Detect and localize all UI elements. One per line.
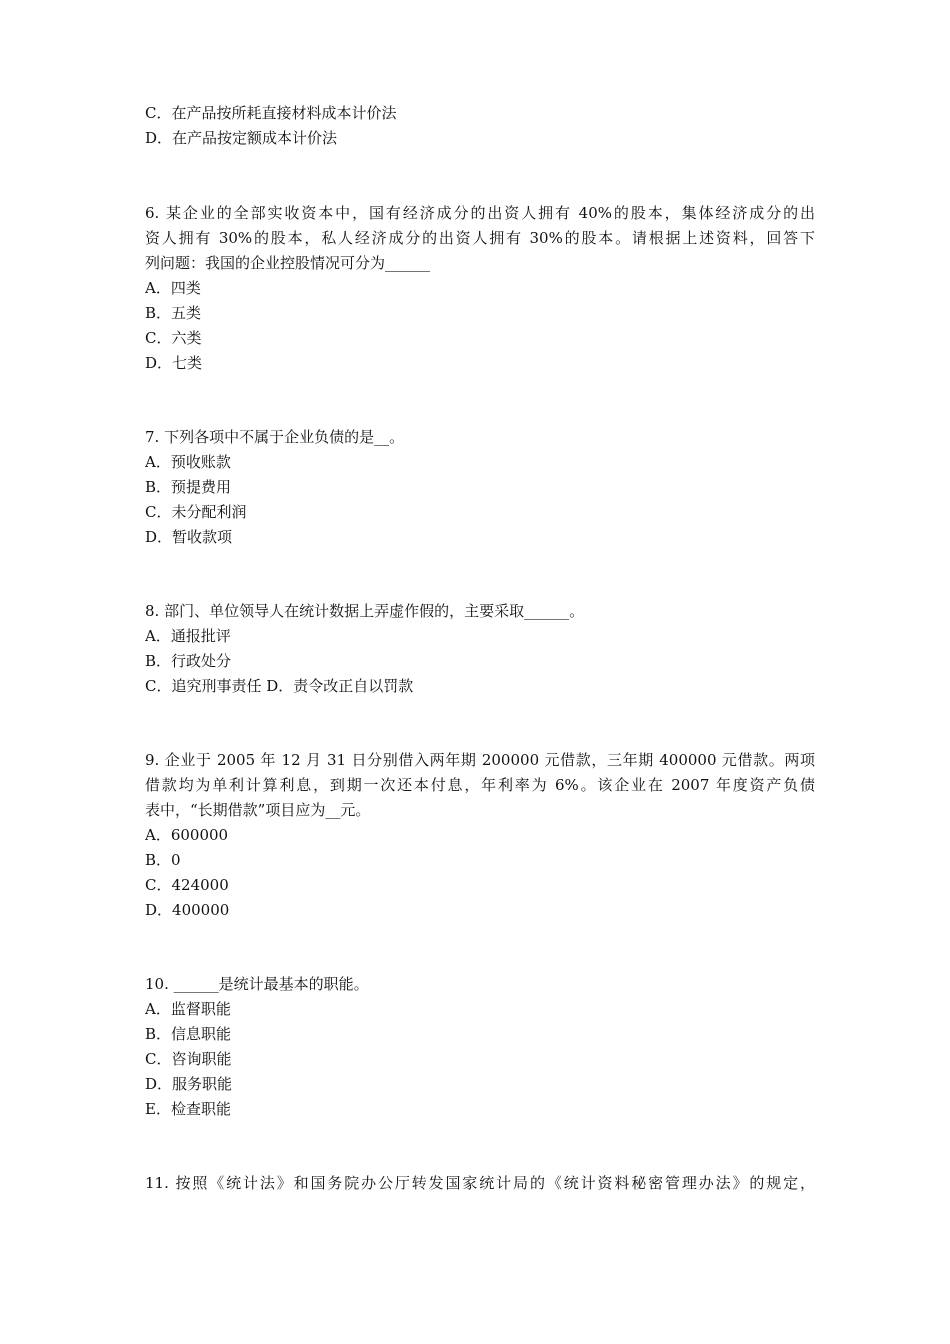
q10-option-c: C．咨询职能 <box>145 1050 232 1068</box>
q9-stem-line-3: 表中，“长期借款”项目应为__元。 <box>145 801 371 819</box>
q10-option-a: A．监督职能 <box>145 1000 231 1018</box>
q7-option-a: A．预收账款 <box>145 453 231 471</box>
q9-option-b: B．0 <box>145 851 181 869</box>
q9-stem-line-1: 9. 企业于 2005 年 12 月 31 日分别借入两年期 200000 元借款，三年期 400000 元借款。两项 <box>145 751 815 769</box>
q8-stem: 8. 部门、单位领导人在统计数据上弄虚作假的，主要采取______。 <box>145 602 585 620</box>
q9-stem-line-2: 借款均为单利计算利息，到期一次还本付息，年利率为 6%。该企业在 2007 年度资产负债 <box>145 776 815 794</box>
q11-stem-line-1: 11. 按照《统计法》和国务院办公厅转发国家统计局的《统计资料秘密管理办法》的规定， <box>145 1174 815 1192</box>
q6-option-c: C．六类 <box>145 329 202 347</box>
q10-option-e: E．检查职能 <box>145 1100 231 1118</box>
q9-option-a: A．600000 <box>145 826 229 844</box>
q6-option-b: B．五类 <box>145 304 202 322</box>
q9-option-d: D．400000 <box>145 901 230 919</box>
q8-option-c-d: C．追究刑事责任 D．责令改正自以罚款 <box>145 677 414 695</box>
q9-option-c: C．424000 <box>145 876 229 894</box>
q10-option-b: B．信息职能 <box>145 1025 232 1043</box>
q6-stem-line-3: 列问题：我国的企业控股情况可分为______ <box>145 254 431 272</box>
q7-option-c: C．未分配利润 <box>145 503 247 521</box>
q7-option-b: B．预提费用 <box>145 478 232 496</box>
q10-stem: 10. ______是统计最基本的职能。 <box>145 975 369 993</box>
q8-option-b: B．行政处分 <box>145 652 232 670</box>
q6-option-d: D．七类 <box>145 354 203 372</box>
q5-option-d: D．在产品按定额成本计价法 <box>145 129 338 147</box>
q5-option-c: C．在产品按所耗直接材料成本计价法 <box>145 104 397 122</box>
q8-option-a: A．通报批评 <box>145 627 231 645</box>
q6-option-a: A．四类 <box>145 279 201 297</box>
q7-stem: 7. 下列各项中不属于企业负债的是__。 <box>145 428 405 446</box>
q6-stem-line-1: 6. 某企业的全部实收资本中，国有经济成分的出资人拥有 40%的股本，集体经济成分的出 <box>145 204 815 222</box>
q10-option-d: D．服务职能 <box>145 1075 233 1093</box>
q7-option-d: D．暂收款项 <box>145 528 233 546</box>
q6-stem-line-2: 资人拥有 30%的股本，私人经济成分的出资人拥有 30%的股本。请根据上述资料，回答下 <box>145 229 815 247</box>
